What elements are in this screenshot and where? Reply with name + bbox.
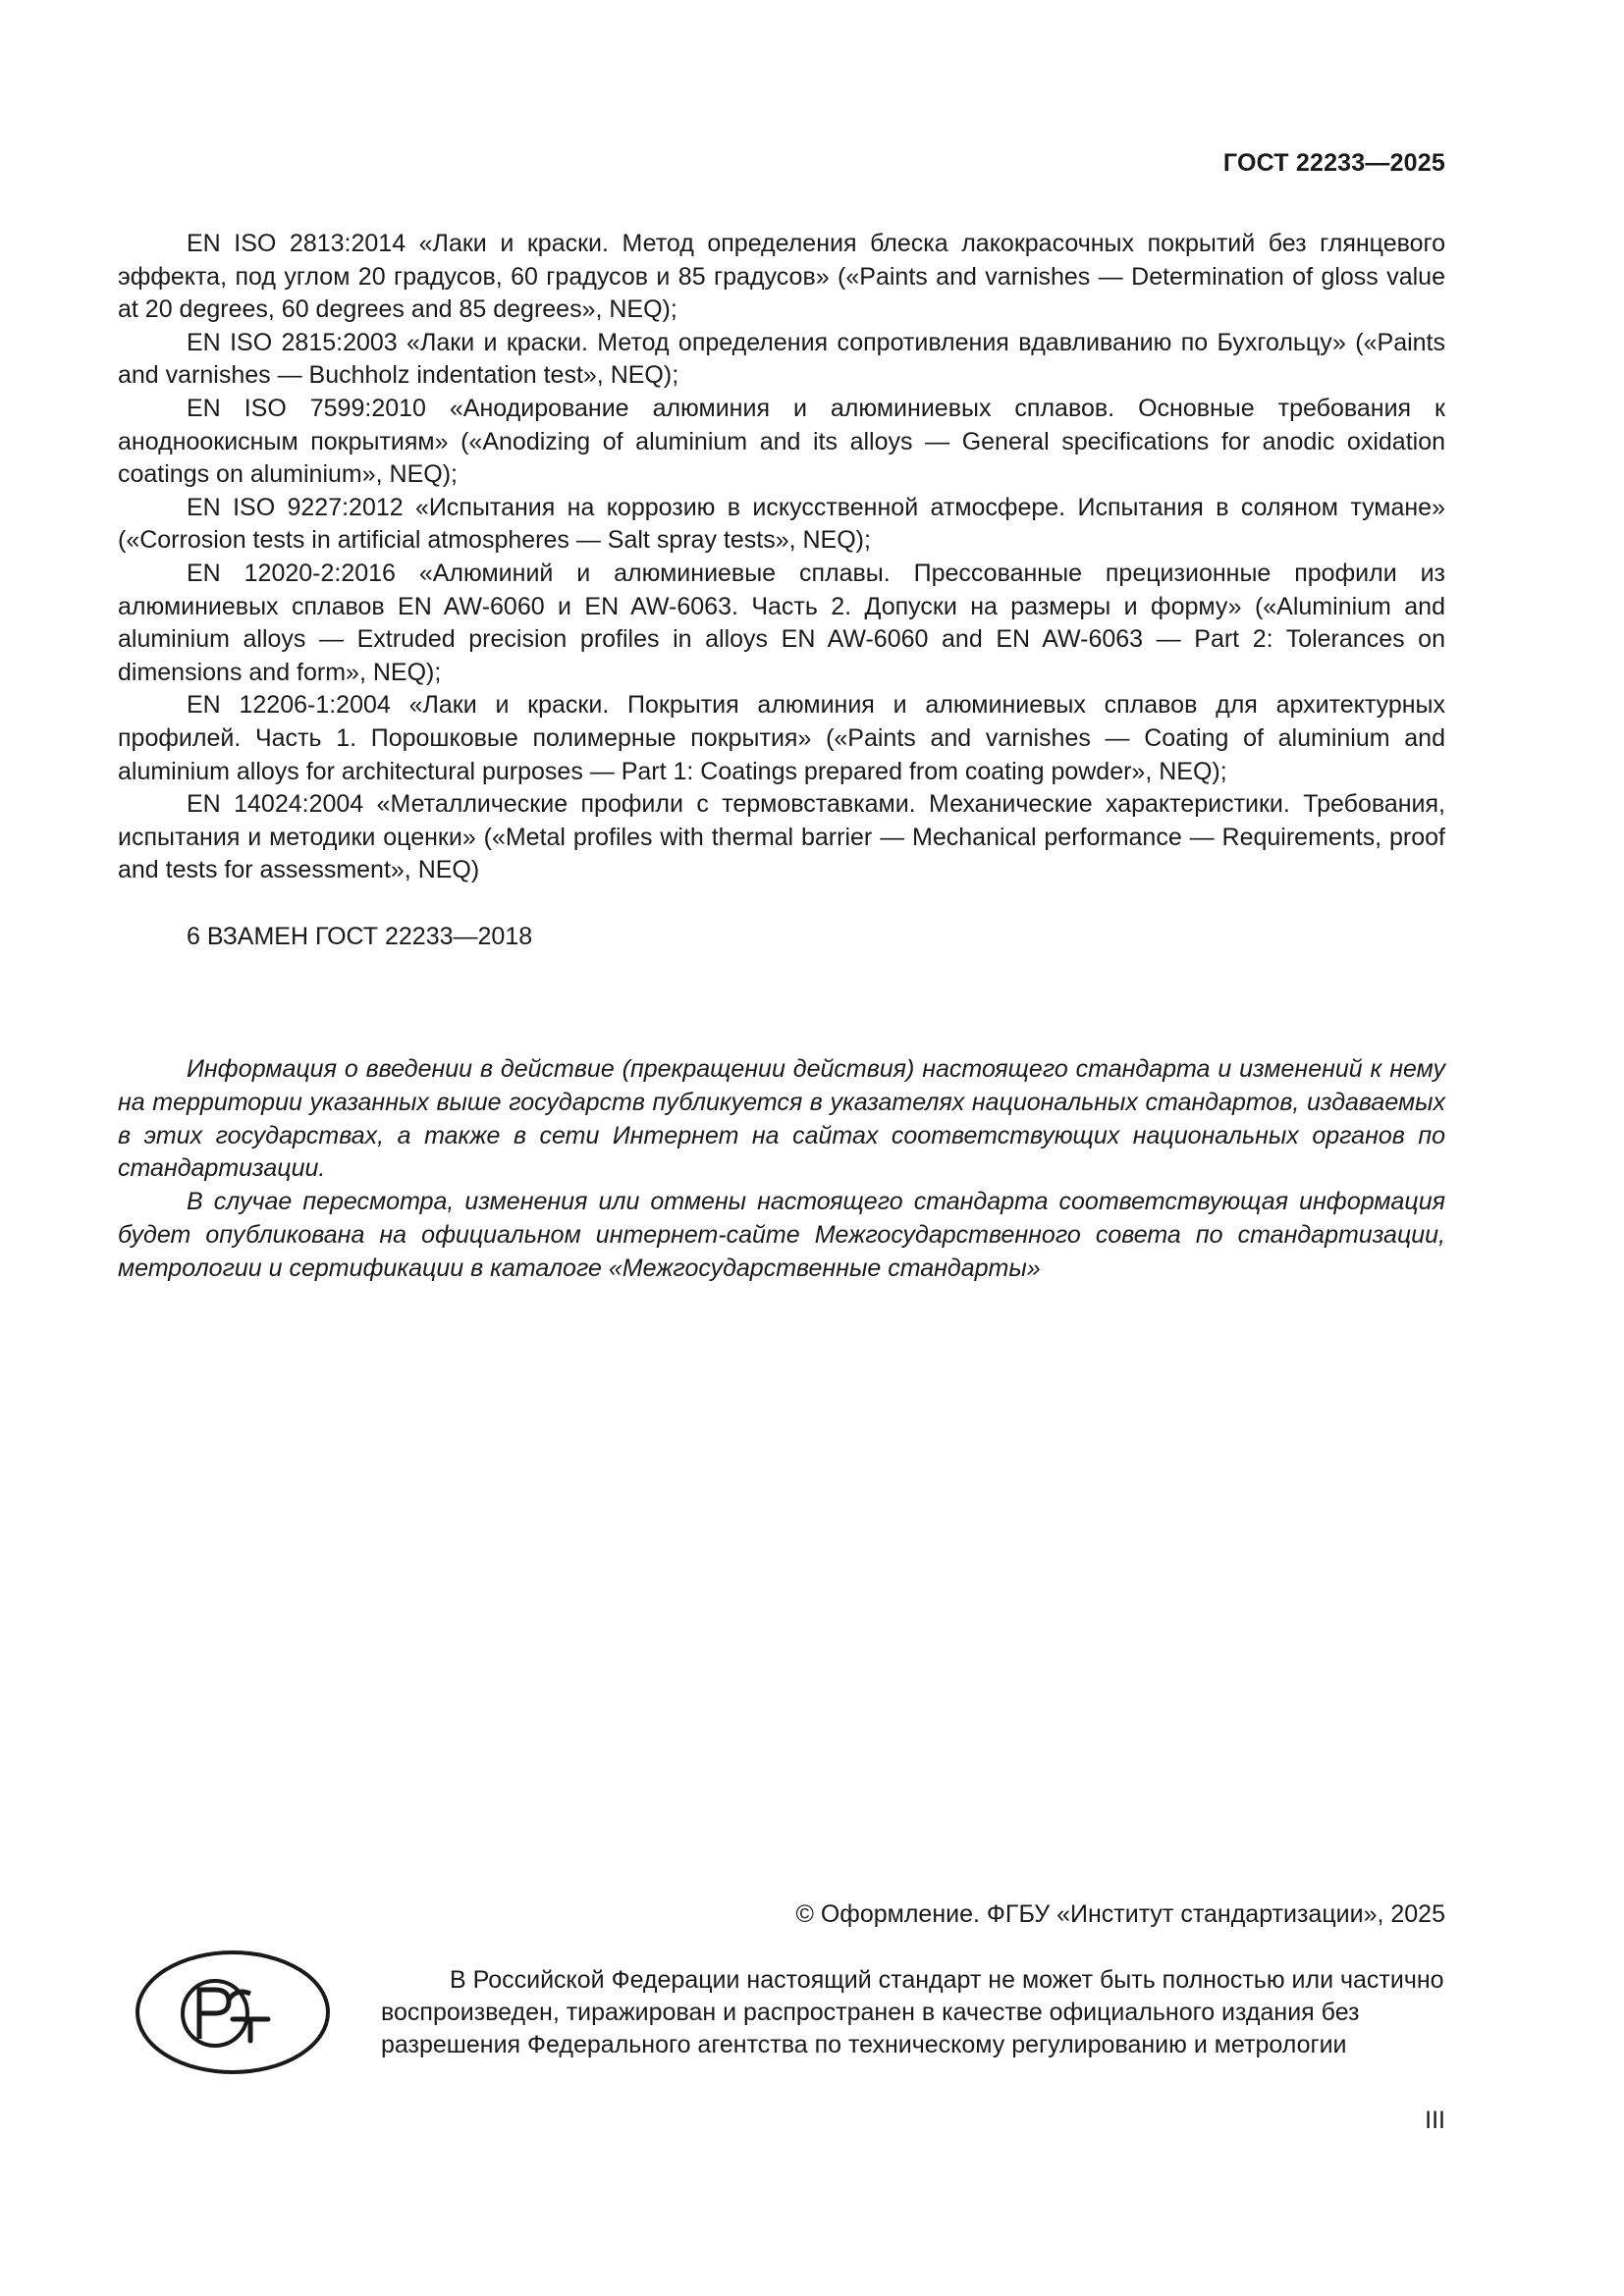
copyright-line: © Оформление. ФГБУ «Институт стандартизации», 2025	[795, 1900, 1445, 1928]
gost-r-logo-icon	[135, 1949, 331, 2076]
reference-standards-list	[118, 228, 1445, 887]
reference-item: EN ISO 9227:2012 «Испытания на коррозию в искусственной атмосфере. Испытания в соляном тумане» («Corrosion tests in artificial atmospheres — Salt spray tests», NEQ);	[118, 493, 1445, 555]
info-paragraph: Информация о введении в действие (прекращении действия) настоящего стандарта и изменений к нему на территории указанных выше государств публикуется в указателях национальных стандартов, издаваемых в этих государствах, а также в сети Интернет на сайтах соответствующих национальных органов по стандартизации.	[118, 1055, 1445, 1183]
reference-item: EN ISO 2813:2014 «Лаки и краски. Метод определения блеска лакокрасочных покрытий без глянцевого эффекта, под углом 20 градусов, 60 градусов и 85 градусов» («Paints and varnishes — Determination of gloss value at 20 degrees, 60 degrees and 85 degrees», NEQ);	[118, 230, 1445, 324]
info-block	[118, 1053, 1445, 1286]
notice-text: В Российской Федерации настоящий стандарт не может быть полностью или частично воспроизведен, тиражирован и распространен в качестве официального издания без разрешения Федерального агентства по техническому регулированию и метрологии	[381, 1966, 1444, 2058]
document-code-header: ГОСТ 22233—2025	[1222, 149, 1445, 177]
reference-item: EN 12020-2:2016 «Алюминий и алюминиевые сплавы. Прессованные прецизионные профили из алюминиевых сплавов EN AW-6060 и EN AW-6063. Часть 2. Допуски на размеры и форму» («Aluminium and aluminium alloys — Extruded precision profiles in alloys EN AW-6060 and EN AW-6063 — Part 2: Tolerances on dimensions and form», NEQ);	[118, 559, 1445, 686]
page-number: III	[1425, 2107, 1445, 2134]
reproduction-notice	[381, 1964, 1445, 2061]
reference-item: EN 14024:2004 «Металлические профили с термовставками. Механические характеристики. Требования, испытания и методики оценки» («Metal profiles with thermal barrier — Mechanical performance — Requirements, proof and tests for assessment», NEQ)	[118, 790, 1445, 884]
reference-item: EN ISO 7599:2010 «Анодирование алюминия и алюминиевых сплавов. Основные требования к анодноокисным покрытиям» («Anodizing of aluminium and its alloys — General specifications for anodic oxidation coatings on aluminium», NEQ);	[118, 394, 1445, 489]
reference-item: EN ISO 2815:2003 «Лаки и краски. Метод определения сопротивления вдавливанию по Бухгольцу» («Paints and varnishes — Buchholz indentation test», NEQ);	[118, 328, 1445, 390]
gost-r-logo-graphic	[135, 1949, 331, 2076]
replacement-note: 6 ВЗАМЕН ГОСТ 22233—2018	[187, 923, 533, 950]
info-paragraph: В случае пересмотра, изменения или отмены настоящего стандарта соответствующая информация будет опубликована на официальном интернет-сайте Межгосударственного совета по стандартизации, метрологии и сертификации в каталоге «Межгосударственные стандарты»	[118, 1188, 1445, 1282]
reference-item: EN 12206-1:2004 «Лаки и краски. Покрытия алюминия и алюминиевых сплавов для архитектурных профилей. Часть 1. Порошковые полимерные покрытия» («Paints and varnishes — Coating of aluminium and aluminium alloys for architectural purposes — Part 1: Coatings prepared from coating powder», NEQ);	[118, 691, 1445, 785]
